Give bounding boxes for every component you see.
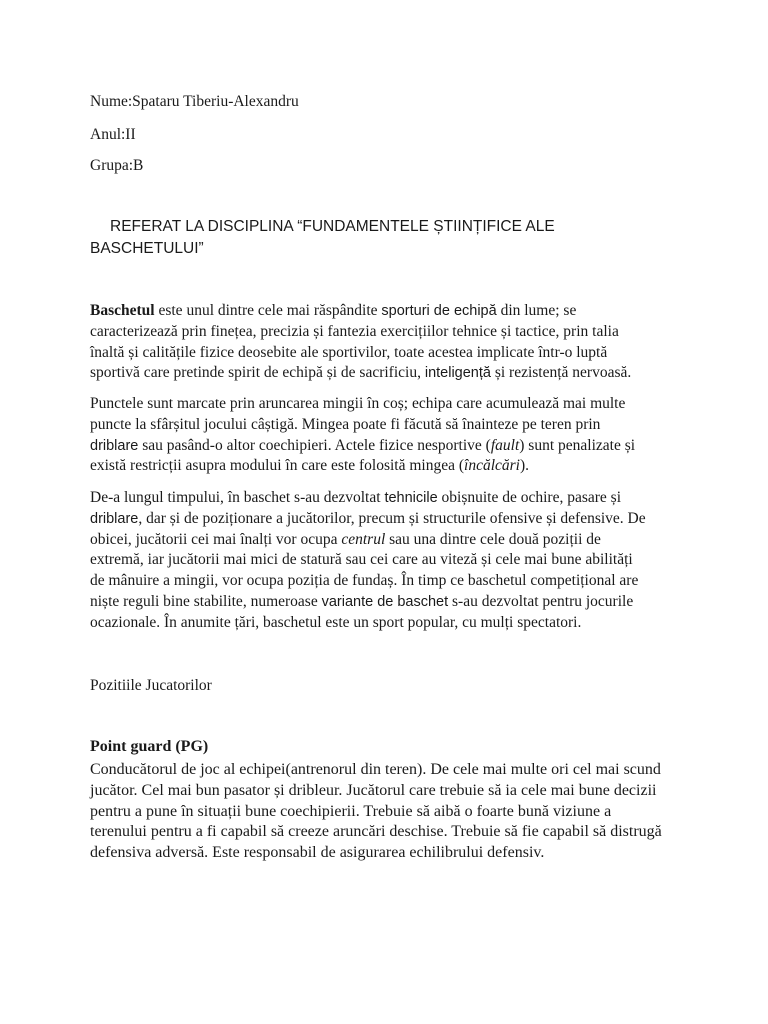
pg-line-1: Conducătorul de joc al echipei(antrenorul din teren). De cele mai multe ori cel mai scund <box>90 761 661 778</box>
p2-italic-fault: fault <box>490 436 520 454</box>
p3-text: obicei, jucătorii cei mai înalți vor ocupa <box>90 530 342 548</box>
p3-text: sau una dintre cele două poziții de <box>385 530 601 548</box>
paragraph-point-guard <box>90 760 690 864</box>
p3-italic-centrul: centrul <box>341 530 386 548</box>
link-variante-de-baschet[interactable]: variante de baschet <box>321 593 449 610</box>
p1-text: este unul dintre cele mai răspândite <box>154 302 382 319</box>
p2-line-4 <box>90 456 690 477</box>
section-heading: Pozitiile Jucatorilor <box>90 677 212 694</box>
p3-text: De-a lungul timpului, în baschet s-au dezvoltat <box>90 489 385 506</box>
paragraph-techniques <box>90 488 690 634</box>
document-title <box>90 216 690 260</box>
p3-line-3 <box>90 530 690 551</box>
p3-text: niște reguli bine stabilite, numeroase <box>90 592 322 610</box>
student-group: Grupa:B <box>90 157 144 174</box>
pg-line-3: pentru a pune în situații bune coechipierii. Trebuie să aibă o foarte bună viziune a <box>90 802 612 820</box>
p1-line-4 <box>90 363 690 384</box>
pg-line-4: terenului pentru a fi capabil să creeze aruncări deschise. Trebuie să fie capabil să distrugă <box>90 823 662 841</box>
p1-text: și rezistență nervoasă. <box>490 364 632 382</box>
p2-italic-incalcari: încălcări <box>464 457 520 475</box>
p3-text: obișnuite de ochire, pasare și <box>437 489 621 506</box>
title-line-2: BASCHETULUI” <box>90 240 204 257</box>
p3-line-4: extremă, iar jucătorii mai mici de statură sau cei care au viteză și cele mai bune abilități <box>90 551 633 569</box>
paragraph-intro <box>90 301 690 384</box>
p2-text: sau pasând-o altor coechipieri. Actele fizice nesportive ( <box>138 436 491 454</box>
paragraph-scoring <box>90 394 690 477</box>
p3-line-2 <box>90 509 690 530</box>
link-sporturi-de-echipa[interactable]: sporturi de echipă <box>381 303 497 319</box>
p3-text: , dar și de poziționare a jucătorilor, precum și structurile ofensive și defensive. De <box>138 509 646 527</box>
p1-line-2: caracterizează prin finețea, precizia și fantezia exercițiilor tehnice și tactice, prin talia <box>90 322 619 340</box>
pg-line-5: defensiva adversă. Este responsabil de asigurarea echilibrului defensiv. <box>90 844 545 862</box>
p3-text: s-au dezvoltat pentru jocurile <box>448 592 634 610</box>
p1-bold-term: Baschetul <box>90 302 155 319</box>
p3-line-7: ocazionale. În anumite țări, baschetul este un sport popular, cu mulți spectatori. <box>90 613 582 631</box>
p1-text: sportivă care pretinde spirit de echipă și de sacrificiu, <box>90 364 425 382</box>
p2-line-2: puncte la sfârșitul jocului câștigă. Mingea poate fi făcută să înainteze pe teren prin <box>90 415 601 433</box>
p2-text: ) sunt penalizate și <box>519 436 636 454</box>
title-line-1: REFERAT LA DISCIPLINA “FUNDAMENTELE ȘTIINȚIFICE ALE <box>110 218 555 235</box>
p2-text: ). <box>520 457 530 475</box>
p2-line-1: Punctele sunt marcate prin aruncarea mingii în coș; echipa care acumulează mai multe <box>90 395 626 412</box>
student-year: Anul:II <box>90 126 136 143</box>
point-guard-heading: Point guard (PG) <box>90 738 209 755</box>
p1-text: din lume; se <box>496 302 577 319</box>
pg-line-2: jucător. Cel mai bun pasator și dribleur. Jucătorul care trebuie să ia cele mai bune decizii <box>90 781 657 799</box>
p3-line-1 <box>90 488 690 509</box>
link-driblare[interactable]: driblare <box>90 437 139 454</box>
link-driblare-2[interactable]: driblare <box>90 510 139 527</box>
p1-line-3: înaltă și calitățile fizice deosebite ale sportivilor, toate acestea implicate într-o luptă <box>90 343 608 361</box>
p1-line-1 <box>90 301 690 322</box>
student-name: Nume:Spataru Tiberiu-Alexandru <box>90 93 299 110</box>
p2-line-3 <box>90 436 690 457</box>
p2-text: există restricții asupra modului în care este folosită mingea ( <box>90 457 465 475</box>
link-inteligenta[interactable]: inteligență <box>424 365 491 382</box>
link-tehnicile[interactable]: tehnicile <box>384 490 438 506</box>
p3-line-5: de mânuire a mingii, vor ocupa poziția de fundaș. În timp ce baschetul competițional are <box>90 572 639 590</box>
p3-line-6 <box>90 592 690 613</box>
